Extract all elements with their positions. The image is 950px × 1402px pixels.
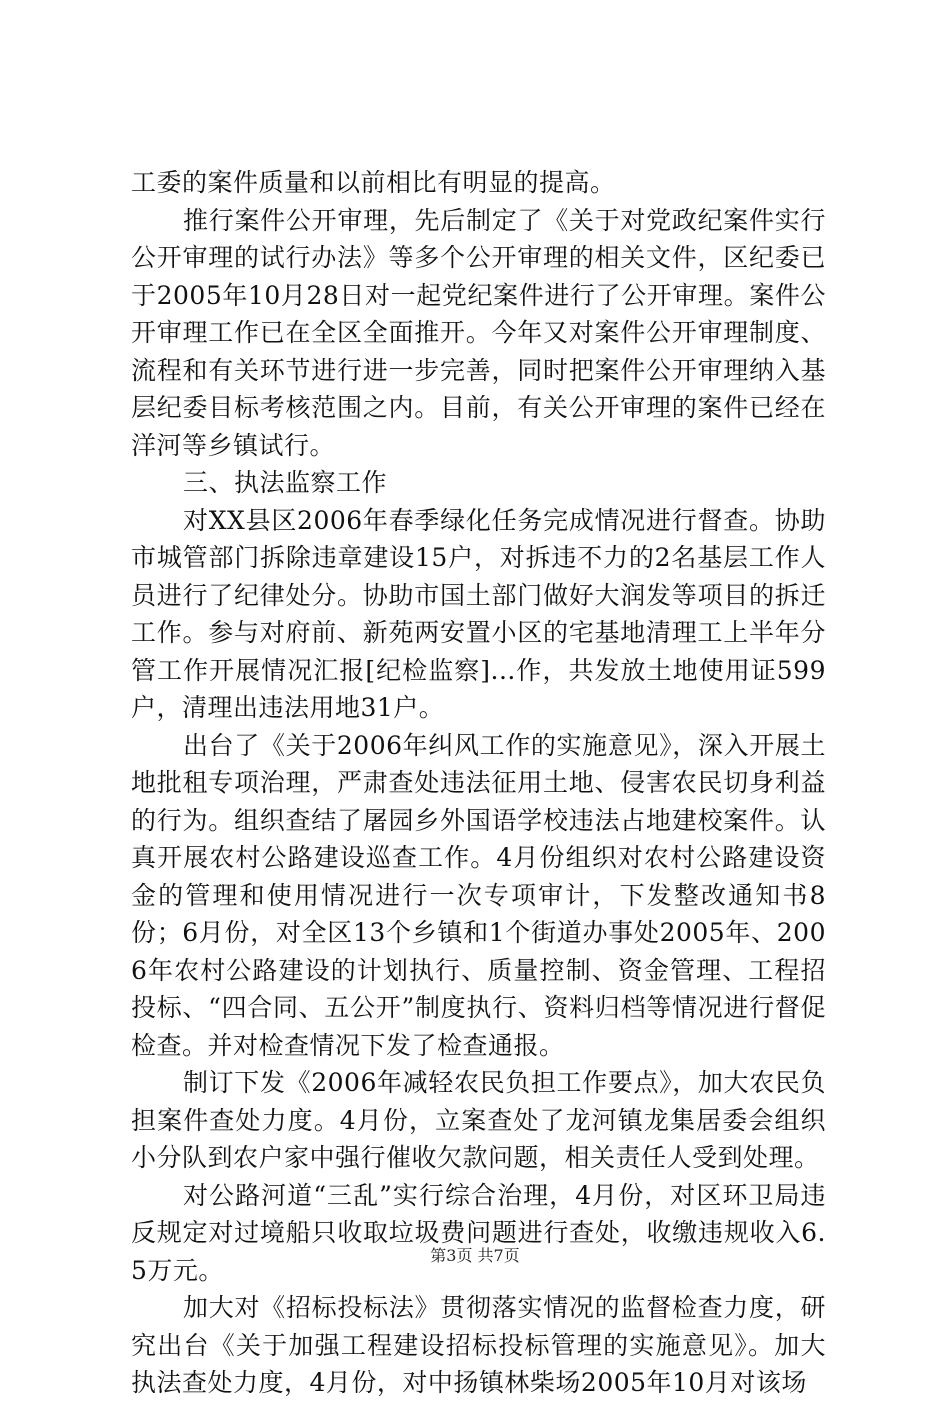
paragraph-road-river-governance: 对公路河道“三乱”实行综合治理，4月份，对区环卫局违反规定对过境船只收取垃圾费问题进行查处，收缴违规收入6.5万元。 xyxy=(131,1180,826,1285)
paragraph-correcting-malpractice: 出台了《关于2006年纠风工作的实施意见》，深入开展土地批租专项治理，严肃查处违法征用土地、侵害农民切身利益的行为。组织查结了屠园乡外国语学校违法占地建校案件。认真开展农村公路建设巡查工作。4月份组织对农村公路建设资金的管理和使用情况进行一次专项审计，下发整改通知书8份；6月份，对全区13个乡镇和1个街道办事处2005年、2006年农村公路建设的计划执行、质量控制、资金管理、工程招投标、“四合同、五公开”制度执行、资料归档等情况进行督促检查。并对检查情况下发了检查通报。 xyxy=(131,730,826,1060)
page-footer: 第3页 共7页 xyxy=(430,1246,520,1265)
paragraph-bidding-law: 加大对《招标投标法》贯彻落实情况的监督检查力度，研究出台《关于加强工程建设招标投标管理的实施意见》。加大执法查处力度，4月份，对中扬镇林柴场2005年10月对该场 xyxy=(131,1293,826,1397)
document-body xyxy=(131,164,826,1402)
paragraph-case-public-hearing: 推行案件公开审理，先后制定了《关于对党政纪案件实行公开审理的试行办法》等多个公开审理的相关文件，区纪委已于2005年10月28日对一起党纪案件进行了公开审理。案件公开审理工作已在全区全面推开。今年又对案件公开审理制度、流程和有关环节进行进一步完善，同时把案件公开审理纳入基层纪委目标考核范围之内。目前，有关公开审理的案件已经在洋河等乡镇试行。 xyxy=(131,205,826,460)
paragraph-continuation: 工委的案件质量和以前相比有明显的提高。 xyxy=(131,168,616,197)
paragraph-greening-supervision: 对XX县区2006年春季绿化任务完成情况进行督查。协助市城管部门拆除违章建设15户，对拆违不力的2名基层工作人员进行了纪律处分。协助市国土部门做好大润发等项目的拆迁工作。参与对府前、新苑两安置小区的宅基地清理工上半年分管工作开展情况汇报[纪检监察]...作，共发放土地使用证599户，清理出违法用地31户。 xyxy=(131,505,826,722)
section-heading-law-enforcement: 三、执法监察工作 xyxy=(183,468,388,497)
paragraph-farmer-burden: 制订下发《2006年减轻农民负担工作要点》，加大农民负担案件查处力度。4月份，立案查处了龙河镇龙集居委会组织小分队到农户家中强行催收欠款问题，相关责任人受到处理。 xyxy=(131,1068,826,1172)
